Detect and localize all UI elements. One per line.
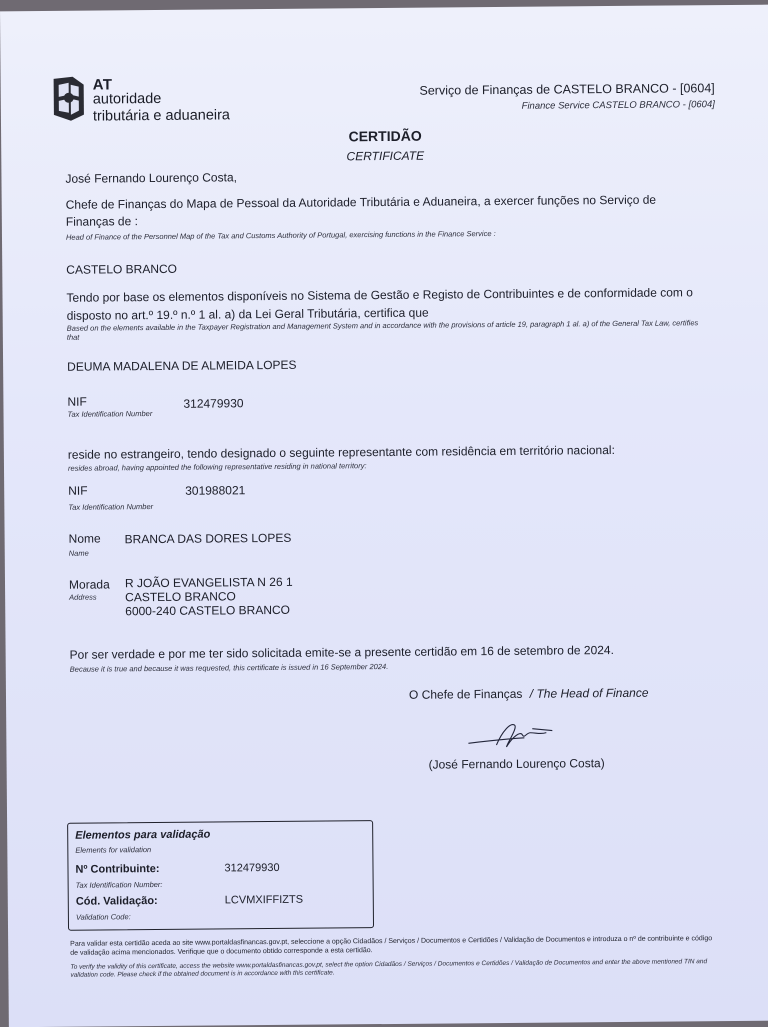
logo-full-name [93,90,230,125]
address-line: 6000-240 CASTELO BRANCO [125,602,291,619]
representative-name: BRANCA DAS DORES LOPES [124,530,292,547]
service-location: CASTELO BRANCO [66,261,178,277]
footer-instructions-en: To verify the validity of this certificate, access the website www.portaldasfinancas.gov.pt, select the option Cidadãos / Serviços / Documentos e Certidões / Validação de Documentos and enter the above mentioned TIN and validation code. Please check if the obtained document is in accordance with this certificate. [70,958,708,979]
taxpayer-nif-label: NIF [67,394,87,409]
logo-name-line1: autoridade [92,90,162,108]
validation-box [67,820,374,931]
validation-taxpayer-label: Nº Contribuinte: [75,862,160,876]
issuer-name: José Fernando Lourenço Costa, [65,170,237,186]
validation-taxpayer-value: 312479930 [224,861,280,875]
at-logo-icon [51,75,87,123]
taxpayer-nif: 312479930 [183,396,244,411]
document-title: CERTIDÃO [348,127,422,145]
signatory-title [409,685,649,703]
validation-code-value: LCVMXIFFIZTS [224,893,304,907]
logo-name-line2: tributária e aduaneira [92,107,231,125]
address-line: CASTELO BRANCO [125,589,236,605]
representative-name-label-en: Name [68,548,89,558]
validation-code-label: Cód. Validação: [75,895,158,908]
representative-address-label: Morada [68,577,110,592]
closing-statement-en: Because it is true and because it was requested, this certificate is issued in 16 September 2024. [69,661,389,674]
representative-nif: 301988021 [185,483,246,498]
signatory-name: (José Fernando Lourenço Costa) [428,756,605,772]
representative-address [125,575,293,618]
signatory-title-en: / The Head of Finance [529,685,649,701]
representative-name-label: Nome [68,531,101,546]
legal-basis: Tendo por base os elementos disponíveis no Sistema de Gestão e Registo de Contribuintes e de conformidade com o disposto no art.º 19.º n.º 1 al. a) da Lei Geral Tributária, certifica que [66,285,693,323]
finance-office-en: Finance Service CASTELO BRANCO - [0604] [521,99,715,112]
document-title-en: CERTIFICATE [346,148,425,164]
validation-taxpayer-label-en: Tax Identification Number: [75,879,163,890]
taxpayer-nif-label-en: Tax Identification Number [67,409,153,419]
validation-title: Elementos para validação [75,828,211,842]
residence-statement-en: resides abroad, having appointed the following representative residing in national territory: [67,461,367,473]
signatory-title-pt: O Chefe de Finanças [408,686,523,702]
legal-basis-en: Based on the elements available in the Taxpayer Registration and Management System and in accordance with the provisions of article 19, paragraph 1 al. a) of the General Tax Law, certifies that [66,318,699,342]
footer-instructions: Para validar esta certidão aceda ao site www.portaldasfinancas.gov.pt, seleccione a opção Cidadãos / Serviços / Documentos e Certidões / Validação de Documentos e introduza o nº de contribuinte e código de validação acima mencionados. Verifique que o documento obtido corresponde a esta certidão. [70,935,713,957]
validation-title-en: Elements for validation [75,845,152,855]
address-line: R JOÃO EVANGELISTA N 26 1 [124,574,293,591]
representative-nif-label: NIF [68,483,88,498]
certificate-page [0,5,768,1027]
finance-office: Serviço de Finanças de CASTELO BRANCO - [0604] [419,81,715,98]
closing-statement: Por ser verdade e por me ter sido solicitada emite-se a presente certidão em 16 de setembro de 2024. [69,643,614,662]
logo-short-name: AT [92,76,113,94]
signature-image [466,718,566,751]
issuer-role: Chefe de Finanças do Mapa de Pessoal da Autoridade Tributária e Aduaneira, a exercer funções no Serviço de Finanças de : [65,192,657,229]
taxpayer-name: DEUMA MADALENA DE ALMEIDA LOPES [67,357,297,374]
representative-address-label-en: Address [69,592,97,602]
representative-nif-label-en: Tax Identification Number [68,502,154,512]
validation-code-label-en: Validation Code: [75,912,131,922]
residence-statement: reside no estrangeiro, tendo designado o seguinte representante com residência em território nacional: [67,443,615,462]
issuer-role-en: Head of Finance of the Personnel Map of the Tax and Customs Authority of Portugal, exercising functions in the Finance Service : [65,229,496,242]
